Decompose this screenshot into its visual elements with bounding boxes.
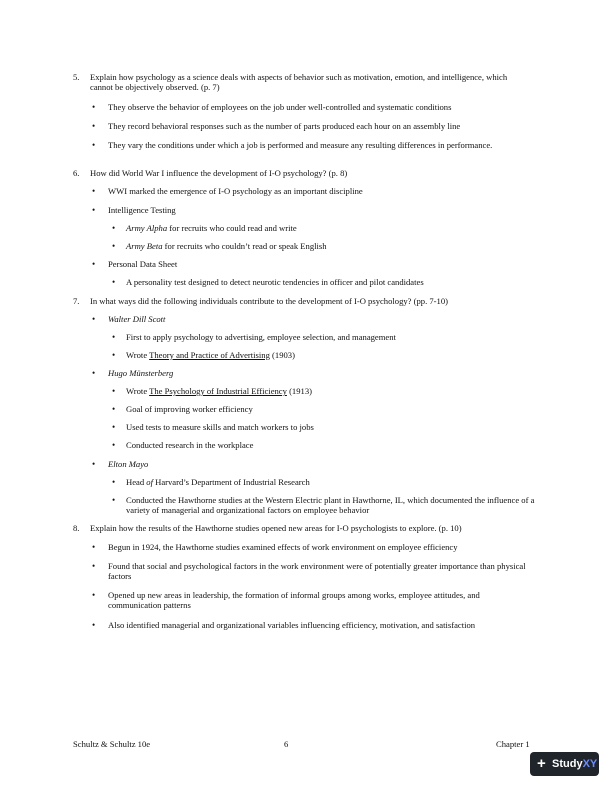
bullet-icon: • [92, 259, 96, 269]
army-alpha-desc: for recruits who could read and write [167, 223, 297, 233]
q8-bullet-4: Also identified managerial and organizational variables influencing efficiency, motivation, and satisfaction [108, 620, 476, 630]
bullet-icon: • [92, 314, 96, 324]
bullet-icon: • [112, 350, 116, 360]
scott-wrote: Wrote [126, 350, 150, 360]
bullet-icon: • [92, 121, 96, 131]
question-5-number: 5. [73, 72, 80, 82]
bullet-icon: • [112, 332, 116, 342]
bullet-icon: • [92, 368, 96, 378]
bullet-icon: • [92, 620, 96, 630]
footer-chapter: Chapter 1 [496, 739, 530, 749]
question-8-number: 8. [73, 523, 80, 533]
question-6-number: 6. [73, 168, 80, 178]
q8-bullet-2: Found that social and psychological factors in the work environment were of potentially greater importance than physical factors [108, 561, 526, 582]
studyxy-badge[interactable] [530, 752, 599, 776]
q6-bullet-1: WWI marked the emergence of I-O psychology as an important discipline [108, 186, 363, 196]
q6-sub-1 [126, 223, 297, 233]
q8-bullet-3: Opened up new areas in leadership, the formation of informal groups among works, employee attitudes, and communication patterns [108, 590, 480, 611]
mayo-dept: Harvard’s Department of Industrial Research [152, 477, 310, 487]
bullet-icon: • [92, 459, 96, 469]
mayo-item-1 [126, 477, 310, 487]
scott-book-title: Theory and Practice of Advertising [149, 350, 270, 360]
question-7-text: In what ways did the following individuals contribute to the development of I-O psychology? (pp. 7-10) [90, 296, 449, 306]
footer-book: Schultz & Schultz 10e [73, 739, 151, 749]
question-5-text: Explain how psychology as a science deals with aspects of behavior such as motivation, emotion, and intelligence, which cannot be objectively observed. (p. 7) [90, 72, 508, 93]
studyxy-xy: XY [582, 758, 598, 770]
munsterberg-item-1 [126, 386, 312, 396]
q5-bullet-2: They record behavioral responses such as the number of parts produced each hour on an assembly line [108, 121, 461, 131]
scott-book-year: (1903) [269, 350, 295, 360]
scott-item-1: First to apply psychology to advertising, employee selection, and management [126, 332, 396, 342]
person-munsterberg: Hugo Münsterberg [108, 368, 174, 378]
munsterberg-book-year: (1913) [286, 386, 312, 396]
plus-icon: + [537, 755, 546, 772]
mayo-head: Head [126, 477, 147, 487]
q5-bullet-3: They vary the conditions under which a job is performed and measure any resulting differences in performance. [108, 140, 493, 150]
question-6-text: How did World War I influence the development of I-O psychology? (p. 8) [90, 168, 348, 178]
q8-bullet-1: Begun in 1924, the Hawthorne studies examined effects of work environment on employee efficiency [108, 542, 458, 552]
bullet-icon: • [112, 440, 116, 450]
bullet-icon: • [112, 277, 116, 287]
bullet-icon: • [92, 140, 96, 150]
person-mayo: Elton Mayo [108, 459, 149, 469]
bullet-icon: • [92, 102, 96, 112]
studyxy-study: Study [552, 758, 583, 770]
bullet-icon: • [112, 241, 116, 251]
bullet-icon: • [92, 542, 96, 552]
mayo-of: of [146, 477, 153, 487]
bullet-icon: • [92, 205, 96, 215]
footer-page-number: 6 [284, 739, 289, 749]
army-alpha-name: Army Alpha [126, 223, 168, 233]
q6-sub-2 [126, 241, 327, 251]
munsterberg-item-2: Goal of improving worker efficiency [126, 404, 253, 414]
q6-bullet-3: Personal Data Sheet [108, 259, 178, 269]
munsterberg-book-title: The Psychology of Industrial Efficiency [149, 386, 287, 396]
bullet-icon: • [112, 404, 116, 414]
studyxy-logo-text [552, 752, 597, 776]
bullet-icon: • [92, 590, 96, 600]
q6-sub-3: A personality test designed to detect neurotic tendencies in officer and pilot candidates [126, 277, 424, 287]
bullet-icon: • [92, 561, 96, 571]
mayo-item-2: Conducted the Hawthorne studies at the Western Electric plant in Hawthorne, IL, which documented the influence of a variety of managerial and organizational factors on employee behavior [126, 495, 535, 516]
army-beta-desc: for recruits who couldn’t read or speak English [162, 241, 327, 251]
munsterberg-item-3: Used tests to measure skills and match workers to jobs [126, 422, 314, 432]
bullet-icon: • [112, 422, 116, 432]
munsterberg-wrote: Wrote [126, 386, 150, 396]
bullet-icon: • [92, 186, 96, 196]
question-7-number: 7. [73, 296, 80, 306]
q6-bullet-2: Intelligence Testing [108, 205, 176, 215]
bullet-icon: • [112, 495, 116, 505]
question-8-text: Explain how the results of the Hawthorne studies opened new areas for I-O psychologists to explore. (p. 10) [90, 523, 462, 533]
q5-bullet-1: They observe the behavior of employees on the job under well-controlled and systematic conditions [108, 102, 452, 112]
bullet-icon: • [112, 223, 116, 233]
person-scott: Walter Dill Scott [108, 314, 166, 324]
army-beta-name: Army Beta [126, 241, 163, 251]
scott-item-2 [126, 350, 295, 360]
bullet-icon: • [112, 386, 116, 396]
bullet-icon: • [112, 477, 116, 487]
munsterberg-item-4: Conducted research in the workplace [126, 440, 254, 450]
